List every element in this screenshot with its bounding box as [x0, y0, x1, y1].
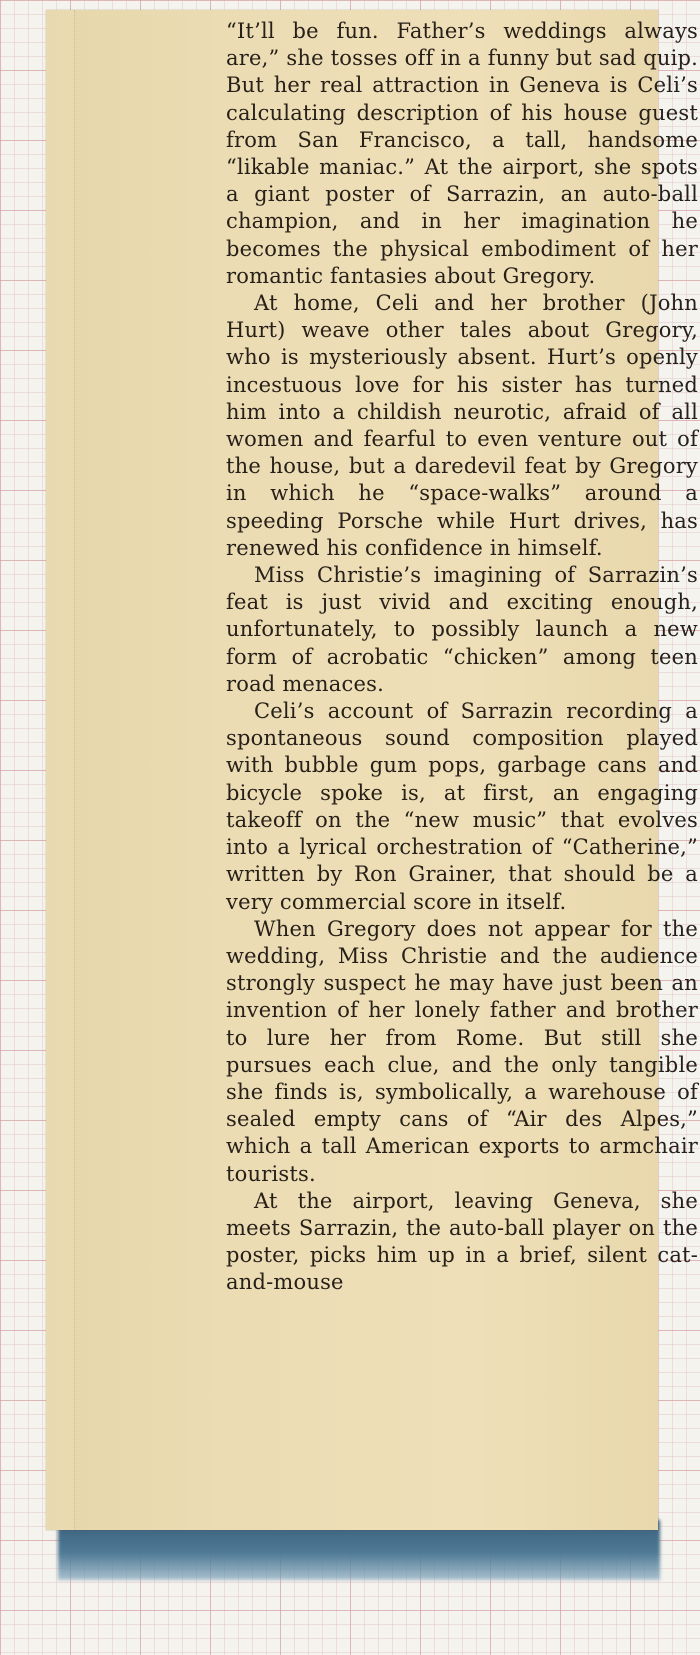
clipping-left-margin: [46, 10, 75, 1530]
article-column: [226, 18, 698, 1297]
article-paragraph-4: Celi’s account of Sarrazin recording a spontaneous sound composition played with bubble gum pops, garbage cans and bicycle spoke is, at first, an engaging takeoff on the “new music” that evolves into a lyrical orchestration of “Catherine,” written by Ron Grainer, that should be a very commercial score in itself.: [226, 699, 698, 914]
newspaper-clipping: [46, 10, 698, 1530]
article-paragraph-2: At home, Celi and her brother (John Hurt) weave other tales about Gregory, who is mysteriously absent. Hurt’s openly incestuous love for his sister has turned him into a childish neurotic, afraid of all women and fearful to even venture out of the house, but a daredevil feat by Gregory in which he “space-walks” around a speeding Porsche while Hurt drives, has renewed his confidence in himself.: [226, 291, 698, 560]
article-paragraph-5: When Gregory does not appear for the wedding, Miss Christie and the audience strongly suspect he may have just been an invention of her lonely father and brother to lure her from Rome. But still she pursues each clue, and the only tangible she finds is, symbolically, a warehouse of sealed empty cans of “Air des Alpes,” which a tall American exports to armchair tourists.: [226, 916, 698, 1186]
article-paragraph-3: Miss Christie’s imagining of Sarrazin’s feat is just vivid and exciting enough, unfortunately, to possibly launch a new form of acrobatic “chicken” among teen road menaces.: [226, 563, 698, 696]
article-paragraph-1: “It’ll be fun. Father’s weddings always are,” she tosses off in a funny but sad quip. But her real attraction in Geneva is Celi’s calculating description of his house guest from San Francisco, a tall, handsome “likable maniac.” At the airport, she spots a giant poster of Sarrazin, an auto-ball champion, and in her imagination he becomes the physical embodiment of her romantic fantasies about Gregory.: [226, 19, 698, 288]
article-paragraph-6: At the airport, leaving Geneva, she meets Sarrazin, the auto-ball player on the poster, picks him up in a brief, silent cat-and-mouse: [226, 1188, 698, 1295]
